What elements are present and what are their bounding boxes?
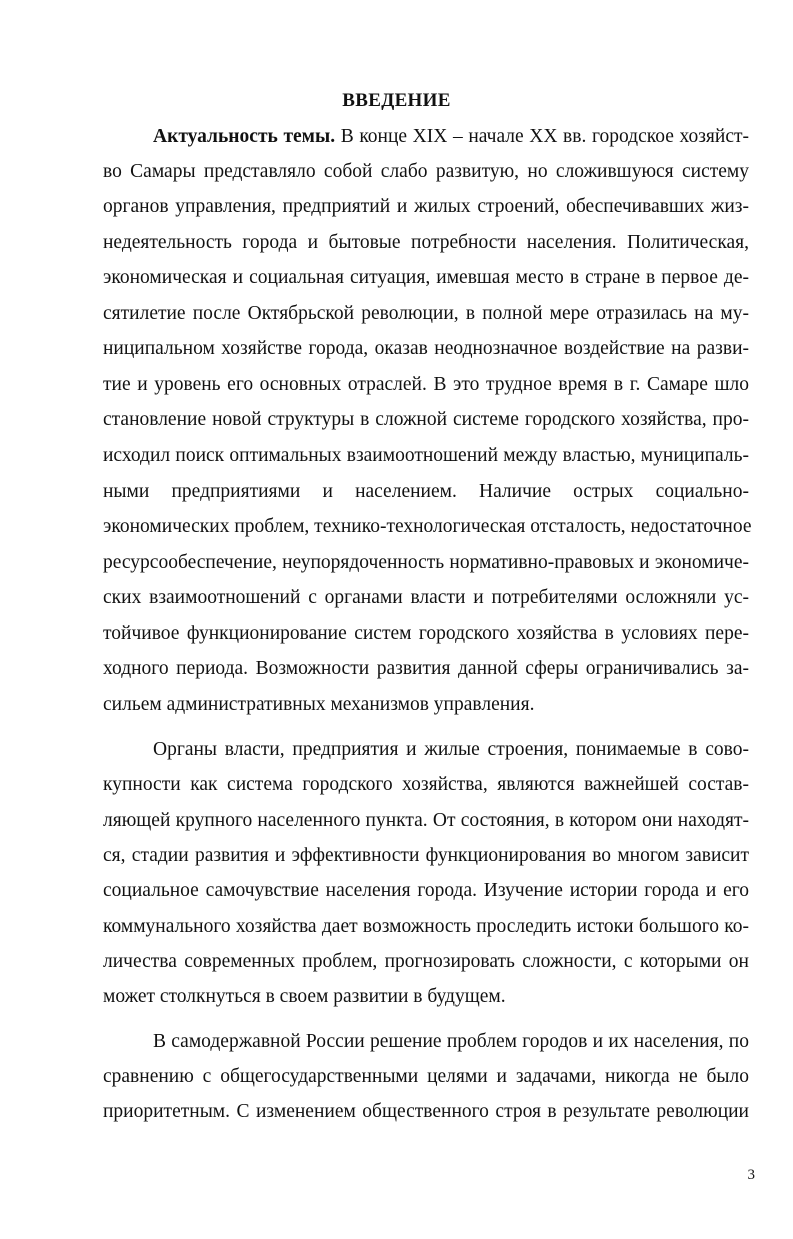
paragraph-2-line: социальное самочувствие населения города. Изучение истории города и его: [103, 880, 749, 901]
paragraph-2-line: ся, стадии развития и эффективности функционирования во многом зависит: [103, 845, 749, 866]
paragraph-1-line: ными предприятиями и населением. Наличие острых социально-: [103, 481, 749, 502]
paragraph-1-line-text: В конце XIX – начале XX вв. городское хозяйст-: [335, 126, 750, 147]
paragraph-1-line: ресурсообеспечение, неупорядоченность нормативно-правовых и экономиче-: [103, 552, 749, 573]
paragraph-1-line: становление новой структуры в сложной системе городского хозяйства, про-: [103, 409, 749, 430]
paragraph-1-line: исходил поиск оптимальных взаимоотношений между властью, муниципаль-: [103, 445, 749, 466]
paragraph-2-line: ляющей крупного населенного пункта. От состояния, в котором они находят-: [103, 810, 749, 831]
paragraph-1-line: тие и уровень его основных отраслей. В это трудное время в г. Самаре шло: [103, 374, 749, 395]
paragraph-1-line: экономических проблем, технико-технологическая отсталость, недостаточное: [103, 516, 752, 537]
paragraph-2-line: Органы власти, предприятия и жилые строения, понимаемые в сово-: [153, 739, 749, 760]
paragraph-2-line: коммунального хозяйства дает возможность проследить истоки большого ко-: [103, 916, 749, 937]
paragraph-3-line: В самодержавной России решение проблем городов и их населения, по: [153, 1031, 749, 1052]
paragraph-1-line: сильем административных механизмов управления.: [103, 694, 535, 715]
paragraph-2-line: может столкнуться в своем развитии в будущем.: [103, 986, 506, 1007]
paragraph-1-line: ских взаимоотношений с органами власти и потребителями осложняли ус-: [103, 587, 749, 608]
paragraph-1-line: ниципальном хозяйстве города, оказав неоднозначное воздействие на разви-: [103, 338, 749, 359]
paragraph-3-line: сравнению с общегосударственными целями и задачами, никогда не было: [103, 1066, 749, 1087]
paragraph-1-line: тойчивое функционирование систем городского хозяйства в условиях пере-: [103, 623, 749, 644]
paragraph-3-line: приоритетным. С изменением общественного строя в результате революции: [103, 1101, 749, 1122]
page-number: 3: [747, 1167, 755, 1183]
paragraph-1-line: недеятельность города и бытовые потребности населения. Политическая,: [103, 232, 749, 253]
paragraph-1-line: сятилетие после Октябрьской революции, в полной мере отразилась на му-: [103, 303, 749, 324]
paragraph-2-line: купности как система городского хозяйства, являются важнейшей состав-: [103, 774, 749, 795]
paragraph-1-line: во Самары представляло собой слабо развитую, но сложившуюся систему: [103, 161, 749, 182]
paragraph-2-line: личества современных проблем, прогнозировать сложности, с которыми он: [103, 951, 749, 972]
section-title: ВВЕДЕНИЕ: [342, 90, 451, 111]
paragraph-1-line: органов управления, предприятий и жилых строений, обеспечивавших жиз-: [103, 196, 749, 217]
paragraph-1-line: [153, 124, 749, 150]
paragraph-1-line: экономическая и социальная ситуация, имевшая место в стране в первое де-: [103, 267, 749, 288]
paragraph-1-line: ходного периода. Возможности развития данной сферы ограничивались за-: [103, 658, 749, 679]
paragraph-lead: Актуальность темы.: [153, 126, 336, 147]
